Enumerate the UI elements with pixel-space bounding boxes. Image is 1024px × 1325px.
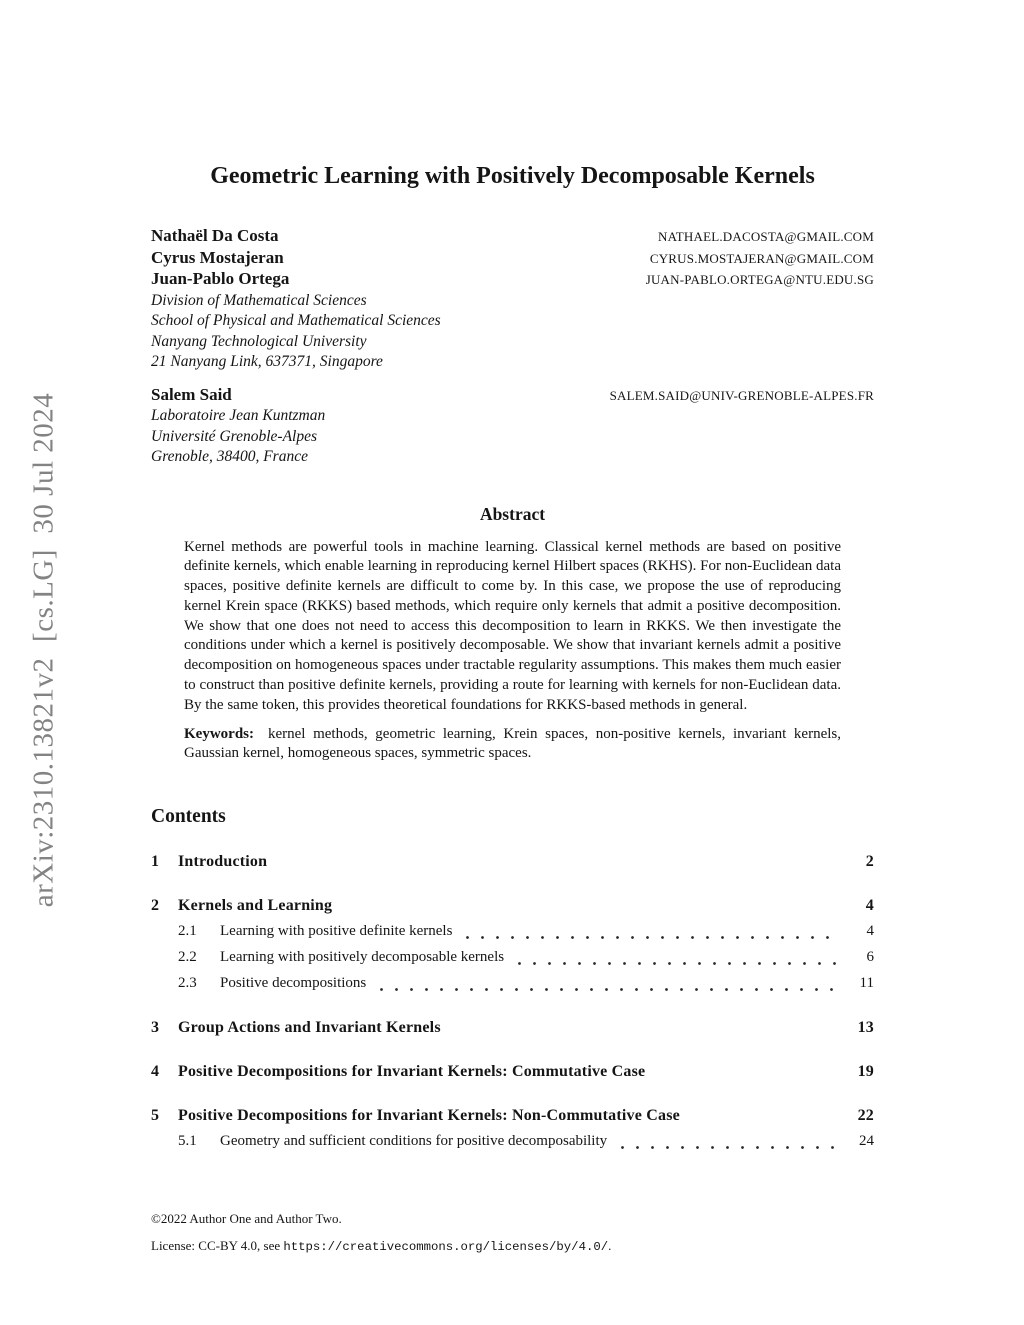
toc-page-number: 19 (857, 1063, 874, 1081)
contents-heading: Contents (151, 806, 226, 828)
toc-number: 2.2 (178, 949, 197, 966)
toc-title: Learning with positively decomposable kernels (220, 949, 505, 966)
keywords-label: Keywords: (184, 725, 254, 742)
toc-entry-2-1[interactable] (151, 921, 874, 942)
abstract-heading: Abstract (479, 503, 546, 524)
affiliation-line: 21 Nanyang Link, 637371, Singapore (151, 353, 383, 370)
keywords-paragraph (184, 725, 841, 765)
author-email: NATHAEL.DACOSTA@GMAIL.COM (658, 229, 874, 244)
toc-dot-leader (460, 927, 838, 942)
toc-page-number: 24 (859, 1133, 874, 1150)
toc-dot-leader (512, 953, 838, 968)
toc-title: Group Actions and Invariant Kernels (178, 1019, 441, 1037)
toc-dot-leader (374, 979, 838, 994)
author-name: Cyrus Mostajeran (151, 247, 284, 267)
toc-entry-5[interactable] (151, 1105, 874, 1126)
author-name: Nathaël Da Costa (151, 226, 279, 245)
license-prefix: License: CC-BY 4.0, see (151, 1238, 284, 1253)
toc-number: 2 (151, 897, 160, 915)
toc-number: 3 (151, 1019, 160, 1037)
toc-title: Learning with positive definite kernels (220, 923, 453, 940)
toc-page-number: 4 (866, 923, 874, 940)
toc-entry-2[interactable] (151, 895, 874, 916)
author-group-grenoble (151, 385, 874, 468)
author-row (151, 385, 874, 407)
license-suffix: . (608, 1238, 612, 1253)
toc-page-number: 13 (857, 1019, 874, 1037)
abstract-section (151, 504, 874, 765)
toc-entry-5-1[interactable] (151, 1131, 874, 1152)
affiliation-line: Université Grenoble-Alpes (151, 427, 318, 445)
affiliation-line: Nanyang Technological University (151, 332, 367, 350)
toc-title: Positive decompositions (220, 975, 367, 992)
paper-title: Geometric Learning with Positively Decomposable Kernels (210, 163, 815, 189)
author-row (151, 226, 874, 248)
toc-title: Geometry and sufficient conditions for positive decomposability (220, 1133, 608, 1150)
author-row (151, 248, 874, 270)
toc-page-number: 4 (865, 897, 874, 915)
footer (151, 1210, 874, 1256)
author-row (151, 269, 874, 291)
table-of-contents (151, 806, 874, 1152)
license-url-link[interactable]: https://creativecommons.org/licenses/by/4.0/ (283, 1240, 609, 1254)
author-email: CYRUS.MOSTAJERAN@GMAIL.COM (649, 250, 874, 266)
toc-entry-4[interactable] (151, 1061, 874, 1082)
toc-page-number: 6 (866, 949, 874, 966)
toc-number: 5 (151, 1107, 160, 1125)
toc-title: Positive Decompositions for Invariant Kernels: Non-Commutative Case (178, 1107, 680, 1125)
toc-page-number: 22 (857, 1107, 874, 1125)
toc-number: 2.1 (178, 923, 197, 940)
author-name: Juan-Pablo Ortega (151, 269, 290, 288)
arxiv-watermark: arXiv:2310.13821v2 [cs.LG] 30 Jul 2024 (27, 392, 60, 908)
affiliation-line: Laboratoire Jean Kuntzman (151, 407, 326, 424)
toc-number: 2.3 (178, 975, 197, 992)
paper-content (151, 162, 874, 1152)
author-group-ntu (151, 226, 874, 373)
toc-entry-2-3[interactable] (151, 973, 874, 994)
affiliation-line: Grenoble, 38400, France (151, 448, 308, 465)
toc-number: 1 (151, 853, 160, 871)
toc-number: 4 (151, 1063, 160, 1081)
toc-number: 5.1 (178, 1133, 197, 1150)
toc-page-number: 11 (859, 975, 874, 992)
toc-dot-leader (615, 1137, 838, 1152)
toc-title: Introduction (178, 853, 268, 871)
author-name: Salem Said (151, 384, 232, 404)
copyright-line: ©2022 Author One and Author Two. (151, 1211, 342, 1226)
toc-entry-2-2[interactable] (151, 947, 874, 968)
author-email: JUAN-PABLO.ORTEGA@NTU.EDU.SG (645, 272, 874, 287)
toc-page-number: 2 (865, 853, 874, 871)
toc-title: Kernels and Learning (178, 897, 333, 915)
toc-entry-1[interactable] (151, 851, 874, 872)
keywords-text: kernel methods, geometric learning, Krein spaces, non-positive kernels, invariant kernels, Gaussian kernel, homogeneous spaces, symmetric spaces. (184, 725, 841, 762)
toc-entry-3[interactable] (151, 1017, 874, 1038)
license-line (151, 1237, 874, 1256)
author-email: SALEM.SAID@UNIV-GRENOBLE-ALPES.FR (609, 387, 874, 403)
abstract-text: Kernel methods are powerful tools in machine learning. Classical kernel methods are based on positive definite kernels, which enable learning in reproducing kernel Hilbert spaces (RKHS). For non-Euclidean data spaces, positive definite kernels are difficult to come by. In this case, we propose the use of reproducing kernel Krein space (RKKS) based methods, which require only kernels that admit a positive decomposition. We show that one does not need to access this decomposition to learn in RKKS. We then investigate the conditions under which a kernel is positively decomposable. We show that invariant kernels admit a positive decomposition on homogeneous spaces under tractable regularity assumptions. This makes them much easier to construct than positive definite kernels, providing a route for learning with kernels for non-Euclidean data. By the same token, this provides theoretical foundations for RKKS-based methods in general. (184, 538, 841, 713)
toc-title: Positive Decompositions for Invariant Kernels: Commutative Case (178, 1063, 646, 1081)
affiliation-line: School of Physical and Mathematical Sciences (151, 312, 441, 329)
affiliation-line: Division of Mathematical Sciences (151, 291, 367, 309)
